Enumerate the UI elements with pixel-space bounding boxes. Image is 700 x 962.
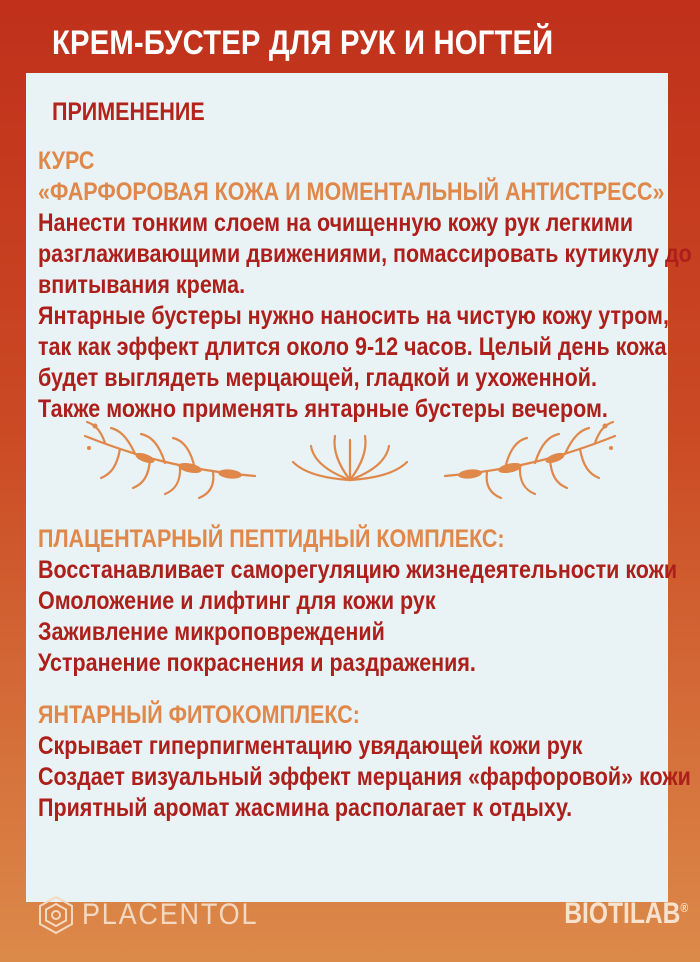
amber-text-line: Скрывает гиперпигментацию увядающей кожи рук (38, 732, 583, 760)
course-text-line: Также можно применять янтарные бустеры вечером. (38, 395, 608, 423)
registered-mark: ® (680, 900, 688, 915)
application-title: ПРИМЕНЕНИЕ (52, 98, 205, 126)
amber-section (38, 700, 691, 824)
biotilab-name: BIOTILAB (563, 897, 681, 930)
floral-ornament-icon (75, 418, 625, 508)
placentol-logo (36, 895, 278, 935)
course-text-line: будет выглядеть мерцающей, гладкой и ухоженной. (38, 364, 597, 392)
amber-text-line: Создает визуальный эффект мерцания «фарфоровой» кожи (38, 763, 691, 791)
page-title: КРЕМ-БУСТЕР ДЛЯ РУК И НОГТЕЙ (52, 24, 554, 62)
placentol-logo-icon (36, 895, 76, 935)
course-heading-line: «ФАРФОРОВАЯ КОЖА И МОМЕНТАЛЬНЫЙ АНТИСТРЕСС» (38, 178, 665, 206)
placentol-brand: PLACENTOL (82, 898, 259, 931)
course-text-line: Нанести тонким слоем на очищенную кожу рук легкими (38, 209, 634, 237)
course-text-line: Янтарные бустеры нужно наносить на чистую кожу утром, (38, 302, 669, 330)
course-text-line: так как эффект длится около 9-12 часов. Целый день кожа (38, 333, 667, 361)
placental-text-line: Устранение покраснения и раздражения. (38, 649, 476, 677)
placental-text-line: Восстанавливает саморегуляцию жизнедеятельности кожи (38, 556, 678, 584)
placental-text-line: Омоложение и лифтинг для кожи рук (38, 587, 436, 615)
placental-section (38, 524, 677, 679)
placental-heading: ПЛАЦЕНТАРНЫЙ ПЕПТИДНЫЙ КОМПЛЕКС: (38, 525, 505, 553)
course-text-line: впитывания крема. (38, 271, 246, 299)
biotilab-brand (564, 897, 688, 931)
amber-text-line: Приятный аромат жасмина располагает к отдыху. (38, 794, 573, 822)
course-heading-line: КУРС (38, 147, 95, 175)
placental-text-line: Заживление микроповреждений (38, 618, 385, 646)
course-section (38, 146, 692, 425)
course-text-line: разглаживающими движениями, помассировать кутикулу до (38, 240, 692, 268)
amber-heading: ЯНТАРНЫЙ ФИТОКОМПЛЕКС: (38, 701, 360, 729)
